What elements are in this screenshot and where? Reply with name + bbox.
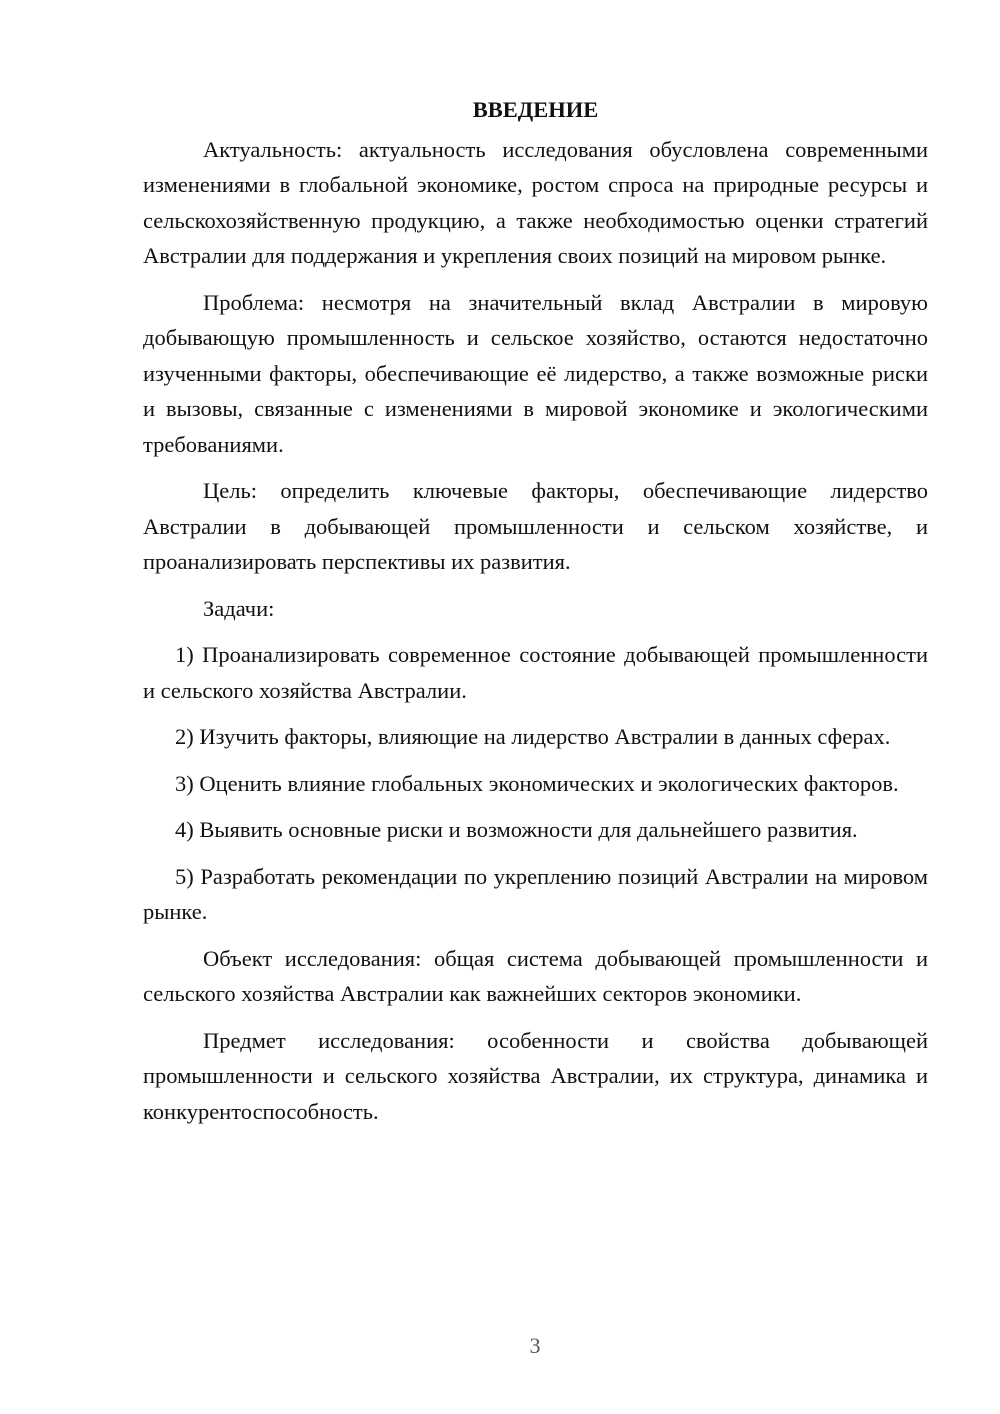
page-content xyxy=(143,92,928,1140)
task-item-1: 1) Проанализировать современное состояние добывающей промышленности и сельского хозяйства Австралии. xyxy=(143,642,928,703)
page-number: 3 xyxy=(529,1333,541,1358)
paragraph-subject: Предмет исследования: особенности и свойства добывающей промышленности и сельского хозяйства Австралии, их структура, динамика и конкурентоспособность. xyxy=(143,1027,928,1124)
tasks-heading: Задачи: xyxy=(203,595,275,621)
paragraph-relevance: Актуальность: актуальность исследования обусловлена современными изменениями в глобальной экономике, ростом спроса на природные ресурсы и сельскохозяйственную продукцию, а также необходимостью оценки стратегий Австралии для поддержания и укрепления своих позиций на мировом рынке. xyxy=(143,136,928,268)
task-item-2: 2) Изучить факторы, влияющие на лидерство Австралии в данных сферах. xyxy=(175,724,891,749)
task-item-3: 3) Оценить влияние глобальных экономических и экологических факторов. xyxy=(175,770,899,796)
paragraph-problem: Проблема: несмотря на значительный вклад Австралии в мировую добывающую промышленность и сельское хозяйство, остаются недостаточно изученными факторы, обеспечивающие её лидерство, а также возможные риски и вызовы, связанные с изменениями в мировой экономике и экологическими требованиями. xyxy=(143,289,928,457)
paragraph-goal: Цель: определить ключевые факторы, обеспечивающие лидерство Австралии в добывающей промышленности и сельском хозяйстве, и проанализировать перспективы их развития. xyxy=(143,478,928,574)
task-item-4: 4) Выявить основные риски и возможности для дальнейшего развития. xyxy=(175,817,858,842)
task-item-5: 5) Разработать рекомендации по укреплению позиций Австралии на мировом рынке. xyxy=(143,863,928,924)
page-title: ВВЕДЕНИЕ xyxy=(472,97,599,122)
paragraph-object: Объект исследования: общая система добывающей промышленности и сельского хозяйства Австралии как важнейших секторов экономики. xyxy=(143,945,928,1006)
